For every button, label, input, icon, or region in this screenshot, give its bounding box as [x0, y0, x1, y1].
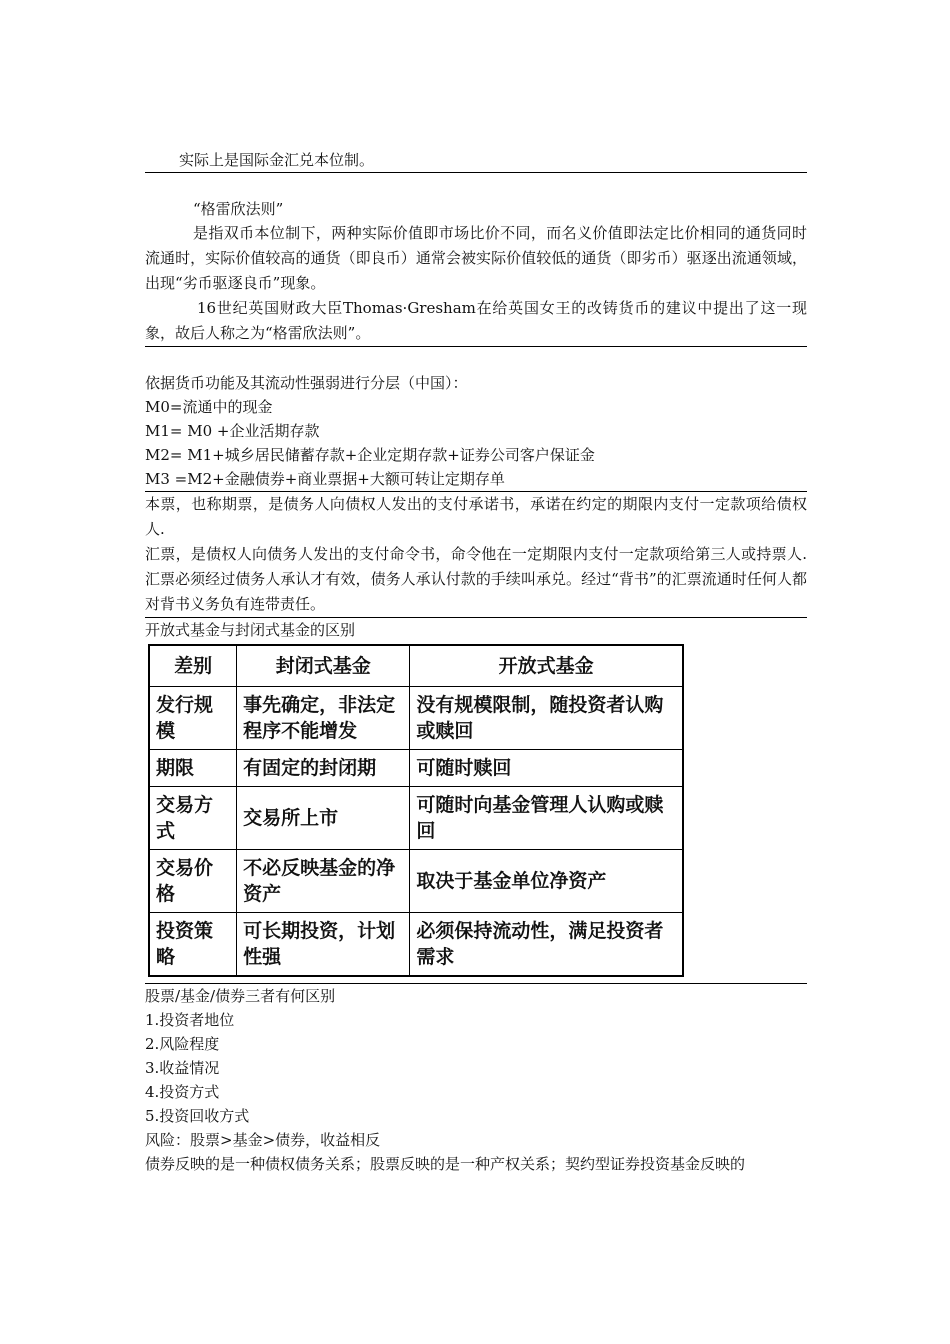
table-cell: 可长期投资，计划性强 [237, 913, 410, 977]
money-supply-m0: M0=流通中的现金 [145, 398, 273, 416]
table-row [149, 750, 683, 787]
table-row [149, 913, 683, 977]
list-item: 1.投资者地位 [145, 1011, 235, 1029]
table-cell: 没有规模限制，随投资者认购或赎回 [410, 687, 683, 750]
gresham-law-origin: 16世纪英国财政大臣Thomas·Gresham在给英国女王的改铸货币的建议中提出了这一现象，故后人称之为“格雷欣法则”。 [145, 299, 807, 342]
money-supply-intro: 依据货币功能及其流动性强弱进行分层（中国）： [145, 374, 468, 392]
gresham-law-title: “格雷欣法则” [193, 200, 284, 218]
table-cell: 交易价格 [149, 850, 237, 913]
list-item: 4.投资方式 [145, 1083, 220, 1101]
table-cell: 期限 [149, 750, 237, 787]
table-header-cell: 差别 [149, 645, 237, 687]
securities-comparison-title: 股票/基金/债券三者有何区别 [145, 987, 336, 1005]
money-supply-m1: M1= M0 +企业活期存款 [145, 422, 320, 440]
list-item: 3.收益情况 [145, 1059, 220, 1077]
table-cell: 取决于基金单位净资产 [410, 850, 683, 913]
table-cell: 可随时赎回 [410, 750, 683, 787]
table-cell: 有固定的封闭期 [237, 750, 410, 787]
table-cell: 必须保持流动性，满足投资者需求 [410, 913, 683, 977]
table-cell: 交易方式 [149, 787, 237, 850]
table-row [149, 850, 683, 913]
money-supply-m2: M2= M1+城乡居民储蓄存款+企业定期存款+证券公司客户保证金 [145, 446, 595, 464]
table-header-cell: 封闭式基金 [237, 645, 410, 687]
table-cell: 事先确定，非法定程序不能增发 [237, 687, 410, 750]
list-item: 5.投资回收方式 [145, 1107, 250, 1125]
bill-of-exchange-definition: 汇票，是债权人向债务人发出的支付命令书，命令他在一定期限内支付一定款项给第三人或持票人.汇票必须经过债务人承认才有效，债务人承认付款的手续叫承兑。经过“背书”的汇票流通时任何人都对背书义务负有连带责任。 [145, 545, 807, 613]
risk-comparison-line: 风险：股票>基金>债券，收益相反 [145, 1131, 381, 1149]
gresham-law-definition: 是指双币本位制下，两种实际价值即市场比价不同，而名义价值即法定比价相同的通货同时流通时，实际价值较高的通货（即良币）通常会被实际价值较低的通货（即劣币）驱逐出流通领域，出现“劣币驱逐良币”现象。 [145, 224, 807, 292]
table-row [149, 787, 683, 850]
fund-comparison-title: 开放式基金与封闭式基金的区别 [145, 621, 356, 639]
table-cell: 发行规模 [149, 687, 237, 750]
table-header-cell: 开放式基金 [410, 645, 683, 687]
table-header-row [149, 645, 683, 687]
relationship-comparison-line: 债券反映的是一种债权债务关系；股票反映的是一种产权关系；契约型证券投资基金反映的 [145, 1155, 746, 1173]
list-item: 2.风险程度 [145, 1035, 220, 1053]
gold-exchange-standard-line: 实际上是国际金汇兑本位制。 [179, 151, 375, 169]
table-cell: 交易所上市 [237, 787, 410, 850]
table-cell: 投资策略 [149, 913, 237, 977]
money-supply-m3: M3 =M2+金融债券+商业票据+大额可转让定期存单 [145, 470, 505, 488]
table-row [149, 687, 683, 750]
fund-comparison-table [148, 644, 684, 977]
promissory-note-definition: 本票，也称期票，是债务人向债权人发出的支付承诺书，承诺在约定的期限内支付一定款项给债权人. [145, 495, 807, 538]
table-cell: 可随时向基金管理人认购或赎回 [410, 787, 683, 850]
document-page [145, 148, 807, 1176]
table-cell: 不必反映基金的净资产 [237, 850, 410, 913]
